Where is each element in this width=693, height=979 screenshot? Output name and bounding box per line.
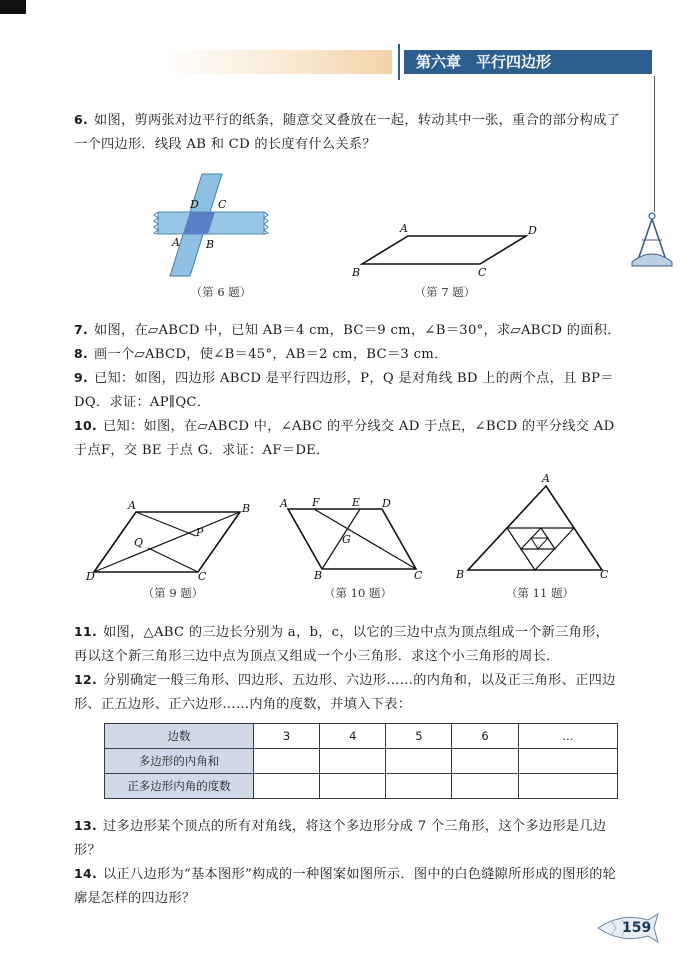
table-cell[interactable] [254,749,320,774]
problem-number: 11. [74,624,98,639]
problem-number: 8. [74,346,89,361]
table-cell[interactable] [518,749,617,774]
table-column-header: 5 [386,724,452,749]
problem-number: 13. [74,818,98,833]
table-row [105,774,618,799]
figure-11 [452,472,612,582]
fig6-label-c: C [218,198,227,211]
fig10-label-f: F [312,496,320,509]
problem-14 [74,862,622,911]
problem-9 [74,366,622,415]
table-row-label: 正多边形内角的度数 [105,774,254,799]
problem-12 [74,668,622,717]
problem-text: 如图，△ABC 的三边长分别为 a，b，c，以它的三边中点为顶点组成一个新三角形，再以这个新三角形三边中点为顶点又组成一个小三角形．求这个小三角形的周长． [74,625,610,664]
table-cell[interactable] [320,749,386,774]
figure-10 [278,495,428,585]
problem-text: 过多边形某个顶点的所有对角线，将这个多边形分成 7 个三角形，这个多边形是几边形？ [74,819,607,858]
fig11-label-a: A [542,472,550,485]
fig7-label-d: D [528,224,537,237]
problem-10 [74,414,622,463]
fig10-label-d: D [382,497,391,510]
compass-icon [628,210,678,270]
problem-7 [74,318,622,343]
fig9-label-b: B [242,502,251,515]
problem-text: 以正八边形为“基本图形”构成的一种图案如图所示．图中的白色缝隙所形成的图形的轮廓是怎样的四边形？ [74,867,617,906]
problem-number: 12. [74,672,98,687]
figure-9 [84,500,259,585]
fig10-label-g: G [342,533,351,546]
problem-6 [74,108,622,157]
figure-7 [348,220,548,280]
fig9-label-q: Q [134,536,144,549]
fig7-label-a: A [400,222,408,235]
table-row [105,749,618,774]
table-cell[interactable] [386,749,452,774]
fig9-label-a: A [128,500,136,512]
polygon-angle-table [104,723,618,799]
fig7-label-c: C [478,266,487,279]
header-decoration [160,50,392,74]
table-cell[interactable] [452,774,518,799]
fig9-label-p: P [196,526,204,539]
table-column-header: … [518,724,617,749]
table-column-header: 3 [254,724,320,749]
table-header-row [105,724,618,749]
problem-text: 已知：如图，在▱ABCD 中，∠ABC 的平分线交 AD 于点E，∠BCD 的平分线交 AD 于点F，交 BE 于点 G．求证：AF＝DE． [74,419,615,458]
problem-number: 14. [74,866,98,881]
problem-text: 如图，剪两张对边平行的纸条，随意交叉叠放在一起，转动其中一张，重合的部分构成了一个四边形．线段 AB 和 CD 的长度有什么关系？ [74,113,621,152]
figure-10-caption: （第 10 题） [324,586,392,600]
fig6-label-b: B [206,238,215,251]
fig7-label-b: B [352,266,361,279]
fig10-label-e: E [352,496,361,509]
page-number-badge [592,910,662,946]
table-column-header: 4 [320,724,386,749]
problem-number: 7. [74,322,89,337]
problem-number: 9. [74,370,89,385]
problem-text: 画一个▱ABCD，使∠B＝45°，AB＝2 cm，BC＝3 cm． [94,347,448,362]
table-column-header: 6 [452,724,518,749]
problem-number: 10. [74,418,98,433]
problem-8 [74,342,622,367]
side-rule [654,76,655,212]
problem-number: 6. [74,112,89,127]
table-cell[interactable] [386,774,452,799]
figure-6-caption: （第 6 题） [190,285,252,299]
chapter-title: 第六章 平行四边形 [404,50,652,74]
fig9-label-c: C [198,570,207,583]
problem-11 [74,620,622,669]
problem-text: 如图，在▱ABCD 中，已知 AB＝4 cm，BC＝9 cm，∠B＝30°，求▱ABCD 的面积． [94,323,621,338]
fig10-label-b: B [314,569,323,582]
fig6-label-d: D [190,198,199,211]
table-cell[interactable] [320,774,386,799]
page-number: 159 [622,920,652,936]
corner-mark [0,0,26,14]
problem-text: 分别确定一般三角形、四边形、五边形、六边形……的内角和，以及正三角形、正四边形、正五边形、正六边形……内角的度数，并填入下表： [74,673,616,712]
fig6-label-a: A [172,236,180,249]
table-header-cell: 边数 [105,724,254,749]
table-cell[interactable] [518,774,617,799]
problem-text: 已知：如图，四边形 ABCD 是平行四边形，P，Q 是对角线 BD 上的两个点，且 BP＝DQ．求证：AP∥QC． [74,371,614,410]
figure-11-caption: （第 11 题） [506,586,574,600]
fig9-label-d: D [86,570,95,583]
table-cell[interactable] [452,749,518,774]
fig11-label-b: B [456,568,465,581]
header-divider [398,44,400,80]
fig10-label-c: C [414,569,423,582]
table-row-label: 多边形的内角和 [105,749,254,774]
problem-13 [74,814,622,863]
figure-7-caption: （第 7 题） [414,285,476,299]
table-cell[interactable] [254,774,320,799]
figure-9-caption: （第 9 题） [142,586,204,600]
figure-6 [150,170,270,280]
fig11-label-c: C [600,568,609,581]
fig10-label-a: A [280,497,288,510]
